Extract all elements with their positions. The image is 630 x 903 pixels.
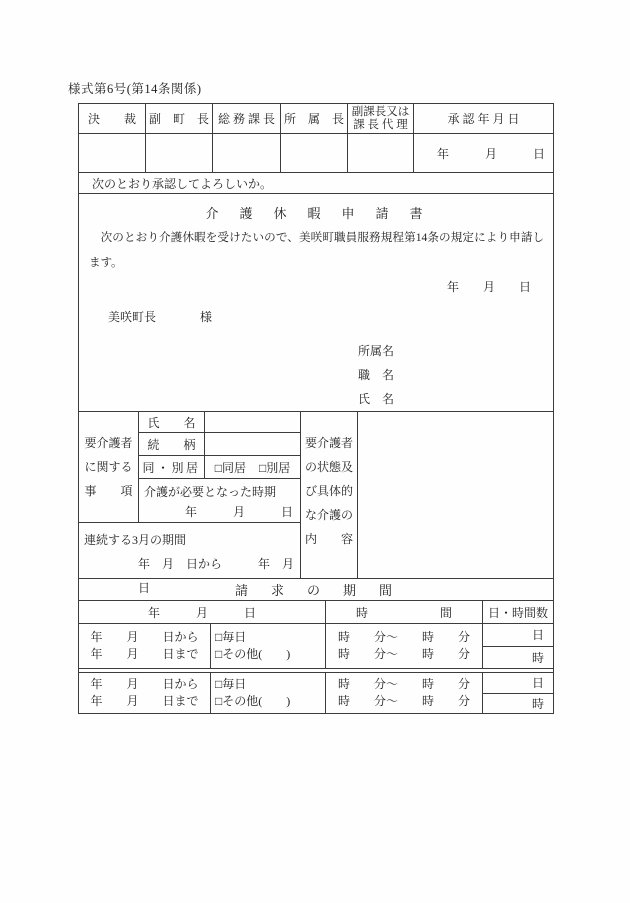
- care-recipient-rows: [139, 412, 300, 522]
- approval-col-decision: 決 裁: [79, 104, 146, 133]
- approval-stamp-row: [79, 134, 553, 173]
- claim-row-2: [79, 672, 553, 713]
- care-recipient-relation-row: [139, 433, 300, 456]
- living-together-checkbox[interactable]: □同居: [214, 460, 246, 475]
- care-needed-period-label: 介護が必要となった時期: [144, 485, 277, 499]
- care-state-description-field[interactable]: [358, 412, 553, 578]
- addressee-honorific: 様: [200, 310, 213, 324]
- care-recipient-name-field[interactable]: [205, 412, 300, 432]
- care-recipient-living-row: [139, 456, 300, 479]
- affiliation-label[interactable]: 所属名: [358, 344, 395, 358]
- claim-row-2-day-count-field[interactable]: 日: [483, 673, 553, 694]
- claim-row-1: [79, 624, 553, 669]
- claim-row-1-hour-count-field[interactable]: 時: [531, 650, 544, 665]
- claim-row-2-hour-count-field[interactable]: 時: [531, 696, 544, 711]
- claim-row-2-date-field[interactable]: [79, 673, 211, 713]
- addressee-line: [108, 308, 212, 325]
- approval-col-deputy-section-chief: [348, 104, 414, 133]
- care-recipient-living-options: [205, 456, 300, 478]
- form-number-label: 様式第6号(第14条関係): [68, 82, 202, 96]
- claim-period-section-title: 請 求 の 期 間: [79, 579, 553, 601]
- approval-col-deputy-section-chief-line1: 副課長又は: [351, 105, 410, 118]
- claim-header-day-hour-count: 日・時間数: [487, 605, 548, 620]
- living-separate-checkbox[interactable]: □別居: [259, 460, 291, 475]
- claim-row-2-time-field[interactable]: [326, 673, 483, 713]
- care-recipient-relation-field[interactable]: [205, 433, 300, 455]
- claim-header-date: 年 月 日: [79, 601, 326, 623]
- claim-row-1-date-field[interactable]: [79, 624, 211, 668]
- care-leave-application-form: [78, 103, 554, 714]
- care-recipient-name-row: [139, 412, 300, 433]
- claim-row-1-date-from: 年 月 日から: [90, 630, 199, 644]
- name-label[interactable]: 氏 名: [358, 392, 395, 406]
- approval-stamp-cell-deputy-section-chief[interactable]: [348, 134, 414, 172]
- claim-row-1-daily-checkbox[interactable]: □毎日: [215, 630, 247, 644]
- care-state-label-line2: の状態及: [305, 460, 354, 474]
- continuous-three-months-date-field[interactable]: 年 月 日から 年 月 日: [138, 557, 307, 595]
- care-recipient-relation-label: 続 柄: [139, 433, 205, 455]
- claim-row-1-count-cells: [483, 624, 553, 668]
- care-matters-label-line1: 要介護者: [84, 436, 133, 450]
- care-matters-label-line3: 事 項: [84, 484, 133, 498]
- claim-row-2-count-cells: [483, 673, 553, 713]
- care-recipient-upper: [79, 412, 300, 523]
- claim-row-1-day-count-field[interactable]: 日: [483, 624, 553, 647]
- application-statement: 次のとおり介護休暇を受けたいので、美咲町職員服務規程第14条の規定により申請します。: [89, 231, 544, 269]
- approval-header-row: [79, 104, 553, 134]
- care-state-description-label: [301, 412, 358, 578]
- claim-row-1-frequency-options: [211, 624, 326, 668]
- care-recipient-name-label: 氏 名: [139, 412, 205, 432]
- care-state-label-line3: び具体的: [305, 484, 354, 498]
- claim-table-header-row: [79, 601, 553, 624]
- approval-col-general-affairs-chief: 総 務 課 長: [213, 104, 281, 133]
- care-matters-label-line2: に関する: [84, 460, 133, 474]
- applicant-signature-block: [358, 339, 394, 411]
- claim-row-2-frequency-options: [211, 673, 326, 713]
- care-needed-period-cell: [139, 479, 300, 522]
- application-date-field[interactable]: 年 月 日: [446, 280, 531, 294]
- approval-stamp-cell-section-chief[interactable]: [281, 134, 348, 172]
- approval-date-field[interactable]: 年 月 日: [436, 146, 545, 161]
- claim-row-2-time-line1: 時 分～ 時 分: [337, 677, 470, 691]
- claim-header-time: 時 間: [326, 601, 483, 623]
- claim-row-2-date-from: 年 月 日から: [90, 677, 199, 691]
- application-section: [79, 194, 553, 412]
- approval-col-section-chief: 所 属 長: [281, 104, 348, 133]
- approval-col-deputy-mayor: 副 町 長: [146, 104, 213, 133]
- claim-row-1-time-line1: 時 分～ 時 分: [337, 630, 470, 644]
- claim-row-2-other-checkbox[interactable]: □その他( ): [215, 694, 291, 708]
- claim-row-2-date-to: 年 月 日まで: [90, 694, 199, 708]
- approval-stamp-cell-general-affairs-chief[interactable]: [213, 134, 281, 172]
- care-state-label-line4: な介護の: [305, 508, 354, 522]
- addressee-name: 美咲町長: [108, 310, 157, 324]
- approval-col-deputy-section-chief-line2: 課 長 代 理: [353, 118, 408, 131]
- position-label[interactable]: 職 名: [358, 368, 395, 382]
- claim-row-1-time-field[interactable]: [326, 624, 483, 668]
- confirmation-text: 次のとおり承認してよろしいか。: [79, 173, 553, 194]
- approval-stamp-cell-decision[interactable]: [79, 134, 146, 172]
- approval-col-approval-date: 承 認 年 月 日: [447, 112, 520, 126]
- care-needed-period-date-field[interactable]: 年 月 日: [184, 505, 293, 519]
- care-state-label-line5: 内 容: [305, 532, 354, 546]
- claim-row-2-daily-checkbox[interactable]: □毎日: [215, 677, 247, 691]
- form-title: 介 護 休 暇 申 請 書: [205, 206, 427, 221]
- continuous-three-months-label: 連続する3月の期間: [84, 533, 187, 547]
- care-recipient-matters: [79, 412, 307, 595]
- care-recipient-living-label: 同・別居: [139, 456, 205, 478]
- claim-row-2-time-line2: 時 分～ 時 分: [337, 694, 470, 708]
- approval-stamp-cell-deputy-mayor[interactable]: [146, 134, 213, 172]
- claim-row-1-time-line2: 時 分～ 時 分: [337, 647, 470, 661]
- claim-row-1-date-to: 年 月 日まで: [90, 647, 199, 661]
- care-state-label-line1: 要介護者: [305, 436, 354, 450]
- claim-row-1-other-checkbox[interactable]: □その他( ): [215, 647, 291, 661]
- care-recipient-matters-label: [79, 412, 139, 522]
